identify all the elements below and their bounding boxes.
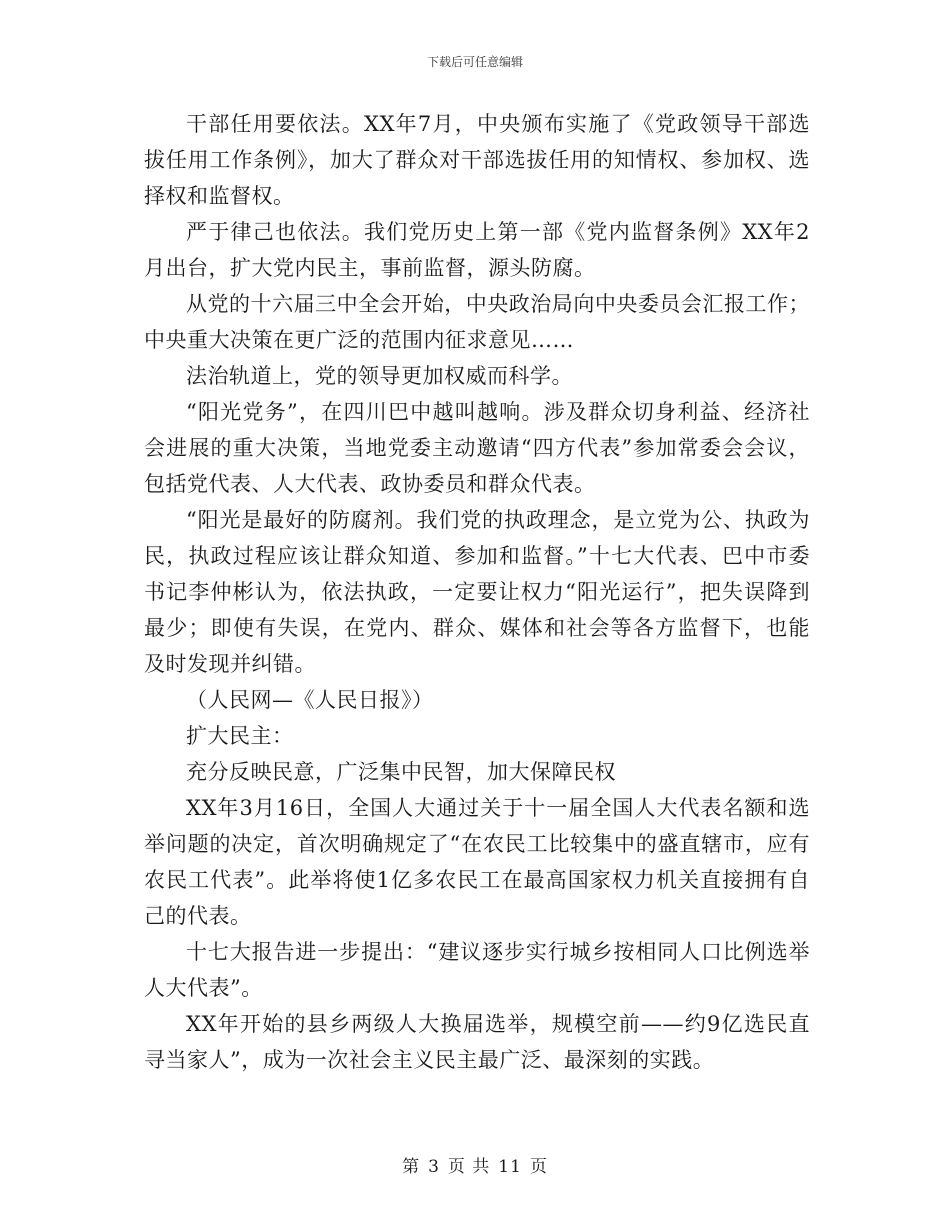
page-mid: 页 共: [447, 1157, 491, 1177]
paragraph: 法治轨道上，党的领导更加权威而科学。: [186, 364, 573, 388]
paragraph: XX年3月16日，全国人大通过关于十一届全国人大代表名额和选举问题的决定，首次明确规定了“在农民工比较集中的盛直辖市，应有农民工代表”。此举将使1亿多农民工在最高国家权力机关直接拥有自己的代表。: [144, 796, 810, 928]
paragraph: “阳光党务”，在四川巴中越叫越响。涉及群众切身利益、经济社会进展的重大决策，当地党委主动邀请“四方代表”参加常委会会议，包括党代表、人大代表、政协委员和群众代表。: [144, 400, 810, 496]
source-citation: （人民网—《人民日报》）: [186, 688, 434, 712]
paragraph: 干部任用要依法。XX年7月，中央颁布实施了《党政领导干部选拔任用工作条例》，加大了群众对干部选拔任用的知情权、参加权、选择权和监督权。: [144, 112, 810, 208]
page-suffix: 页: [529, 1157, 548, 1177]
page-header-note: 下载后可任意编辑: [426, 55, 523, 69]
paragraph: XX年开始的县乡两级人大换届选举，规模空前——约9亿选民直寻当家人”，成为一次社会主义民主最广泛、最深刻的实践。: [144, 1012, 810, 1072]
paragraph: 从党的十六届三中全会开始，中央政治局向中央委员会汇报工作；中央重大决策在更广泛的范围内征求意见……: [144, 292, 810, 352]
page-total: 11: [498, 1157, 522, 1177]
page-number: 3: [428, 1157, 440, 1177]
page-prefix: 第: [402, 1157, 421, 1177]
section-subheading: 充分反映民意，广泛集中民智，加大保障民权: [186, 760, 616, 784]
paragraph: “阳光是最好的防腐剂。我们党的执政理念，是立党为公、执政为民，执政过程应该让群众知道、参加和监督。”十七大代表、巴中市委书记李仲彬认为，依法执政，一定要让权力“阳光运行”，把失误降到最少；即使有失误，在党内、群众、媒体和社会等各方监督下，也能及时发现并纠错。: [144, 508, 810, 676]
paragraph: 十七大报告进一步提出：“建议逐步实行城乡按相同人口比例选举人大代表”。: [144, 940, 810, 1000]
page-footer: [0, 1156, 950, 1178]
paragraph: 严于律己也依法。我们党历史上第一部《党内监督条例》XX年2月出台，扩大党内民主，事前监督，源头防腐。: [144, 220, 810, 280]
section-heading: 扩大民主：: [186, 724, 294, 748]
document-body: [144, 106, 810, 1078]
